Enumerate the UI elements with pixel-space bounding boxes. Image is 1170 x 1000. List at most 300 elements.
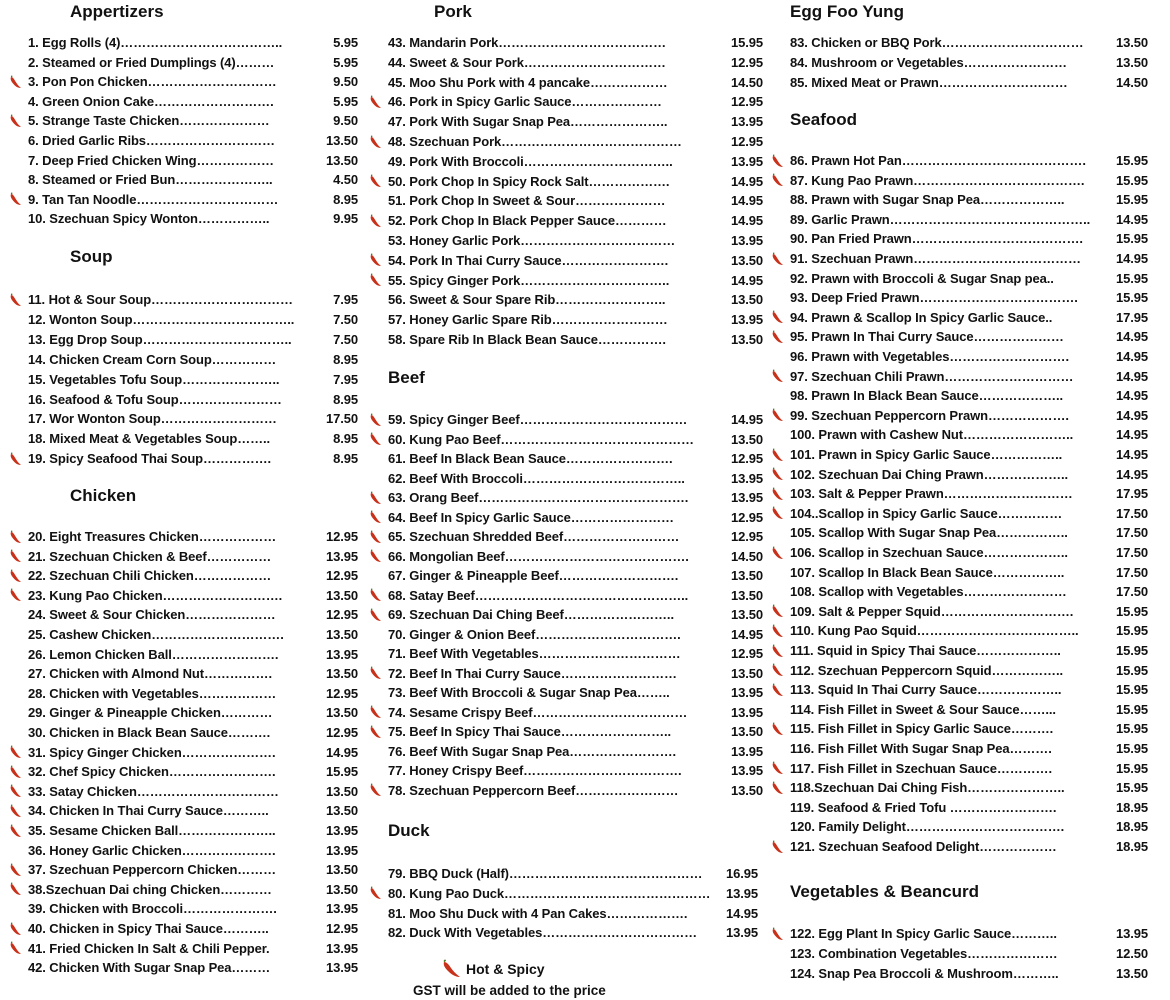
chili-pepper-icon	[770, 722, 784, 736]
menu-item-price: 13.50	[325, 862, 358, 878]
menu-item	[8, 801, 358, 820]
menu-item-name: 93. Deep Fried Prawn……………………………….	[790, 290, 1078, 306]
menu-item-price: 15.95	[1115, 643, 1148, 658]
menu-item-price: 12.95	[325, 529, 358, 544]
menu-item-name: 112. Szechuan Peppercorn Squid……………..	[790, 662, 1063, 678]
menu-item	[770, 347, 1148, 366]
menu-item	[8, 290, 358, 309]
gst-note: GST will be added to the price	[413, 983, 606, 998]
menu-item-price: 13.50	[325, 783, 358, 799]
menu-item	[770, 269, 1148, 288]
chili-pepper-icon	[8, 941, 22, 955]
menu-item	[8, 958, 358, 977]
menu-item-price: 13.50	[1115, 965, 1148, 981]
chili-pepper-icon	[770, 644, 784, 658]
menu-item	[770, 308, 1148, 327]
menu-item	[770, 406, 1148, 425]
menu-item-price: 17.50	[1115, 545, 1148, 560]
menu-item-price: 14.50	[730, 548, 763, 564]
chili-pepper-icon	[368, 510, 382, 524]
menu-item-name: 24. Sweet & Sour Chicken…………………	[28, 607, 276, 623]
menu-item-name: 61. Beef In Black Bean Sauce…………………….	[388, 451, 673, 466]
menu-item-name: 121. Szechuan Seafood Delight………………	[790, 839, 1057, 854]
menu-item-name: 123. Combination Vegetables…………………	[790, 945, 1058, 961]
menu-item-price: 17.95	[1115, 486, 1148, 502]
menu-item-price: 17.50	[1115, 505, 1148, 521]
menu-item	[8, 625, 358, 644]
menu-item-price: 13.50	[1115, 54, 1148, 70]
menu-item-price: 14.95	[730, 272, 763, 288]
menu-item-name: 6. Dried Garlic Ribs…………………………	[28, 133, 275, 148]
chili-pepper-icon	[8, 549, 22, 563]
menu-item-price: 13.50	[730, 332, 763, 347]
menu-item	[8, 449, 358, 468]
chili-pepper-icon	[8, 569, 22, 583]
menu-item-name: 8. Steamed or Fried Bun…………………..	[28, 172, 273, 188]
menu-item	[368, 566, 763, 585]
menu-item-price: 5.95	[333, 54, 358, 70]
chili-pepper-icon	[770, 310, 784, 324]
menu-item	[770, 151, 1148, 170]
menu-item-name: 16. Seafood & Tofu Soup……………………	[28, 391, 282, 407]
menu-item-name: 46. Pork in Spicy Garlic Sauce…………………	[388, 94, 662, 110]
chili-pepper-icon	[368, 253, 382, 267]
menu-item-price: 13.95	[730, 470, 763, 486]
menu-item-price: 15.95	[730, 35, 763, 50]
menu-item	[368, 112, 763, 131]
menu-item	[368, 132, 763, 151]
menu-item-name: 36. Honey Garlic Chicken………………….	[28, 842, 276, 858]
menu-item-price: 15.95	[1115, 741, 1148, 756]
menu-item	[8, 821, 358, 840]
menu-item-price: 13.50	[325, 803, 358, 819]
chili-pepper-icon	[368, 705, 382, 719]
menu-item	[8, 664, 358, 683]
menu-item-name: 55. Spicy Ginger Pork……………………………..	[388, 272, 670, 288]
menu-item-name: 95. Prawn In Thai Curry Sauce…………………	[790, 329, 1064, 345]
chili-pepper-icon	[368, 413, 382, 427]
menu-item	[8, 310, 358, 329]
chili-pepper-icon	[770, 683, 784, 697]
menu-item-name: 94. Prawn & Scallop In Spicy Garlic Sauce..	[790, 309, 1053, 325]
menu-item-price: 13.95	[325, 842, 358, 858]
menu-item-price: 14.95	[730, 213, 763, 229]
menu-item-name: 91. Szechuan Prawn…………………………………	[790, 251, 1081, 266]
menu-item-price: 8.95	[333, 191, 358, 207]
menu-item-name: 111. Squid in Spicy Thai Sauce………………..	[790, 643, 1061, 658]
menu-item	[770, 210, 1148, 229]
menu-item	[368, 884, 758, 903]
menu-item-name: 85. Mixed Meat or Prawn…………………………	[790, 74, 1068, 90]
menu-item-name: 25. Cashew Chicken………………………….	[28, 627, 284, 642]
chili-pepper-icon	[368, 273, 382, 287]
menu-item-name: 60. Kung Pao Beef………………………………………	[388, 431, 694, 447]
menu-item-name: 10. Szechuan Spicy Wonton……………..	[28, 211, 270, 227]
chili-pepper-icon	[368, 214, 382, 228]
menu-item-name: 101. Prawn in Spicy Garlic Sauce……………..	[790, 447, 1063, 462]
menu-item-name: 108. Scallop with Vegetables……………………	[790, 584, 1067, 600]
menu-item-name: 110. Kung Pao Squid………………………………..	[790, 623, 1079, 639]
menu-item-price: 13.50	[325, 627, 358, 642]
section-title-appetizers: Appertizers	[70, 2, 164, 21]
menu-item-price: 12.95	[730, 94, 763, 110]
menu-item-price: 14.50	[730, 74, 763, 90]
menu-item-price: 9.95	[333, 211, 358, 227]
menu-item-price: 14.95	[730, 412, 763, 427]
chili-pepper-icon	[368, 725, 382, 739]
chili-pepper-icon	[368, 491, 382, 505]
menu-item-name: 14. Chicken Cream Corn Soup……………	[28, 351, 277, 367]
menu-item-price: 13.95	[325, 823, 358, 838]
chili-pepper-icon	[770, 781, 784, 795]
menu-item-name: 49. Pork With Broccoli……………………………..	[388, 153, 673, 169]
menu-item	[770, 759, 1148, 778]
chili-pepper-icon	[770, 546, 784, 560]
menu-item	[770, 680, 1148, 699]
menu-item-price: 12.95	[325, 607, 358, 623]
chili-pepper-icon	[770, 369, 784, 383]
menu-item	[8, 880, 358, 899]
menu-item-name: 50. Pork Chop In Spicy Rock Salt……………….	[388, 173, 670, 189]
menu-item	[368, 923, 758, 942]
menu-item-name: 5. Strange Taste Chicken…………………	[28, 113, 270, 129]
menu-item-price: 15.95	[1115, 780, 1148, 796]
menu-item	[770, 465, 1148, 484]
menu-item-name: 51. Pork Chop In Sweet & Sour…………………	[388, 193, 666, 209]
menu-item	[770, 621, 1148, 640]
menu-item	[8, 350, 358, 369]
menu-item-price: 13.50	[730, 665, 763, 681]
menu-item-name: 21. Szechuan Chicken & Beef……………	[28, 548, 272, 564]
menu-item-name: 83. Chicken or BBQ Pork……………………………	[790, 35, 1084, 50]
menu-item-name: 74. Sesame Crispy Beef………………………………	[388, 704, 688, 720]
chili-pepper-icon	[8, 863, 22, 877]
chili-pepper-icon	[368, 886, 382, 900]
menu-item-price: 12.95	[730, 134, 763, 149]
menu-item-name: 13. Egg Drop Soup……………………………..	[28, 331, 292, 347]
menu-item-name: 92. Prawn with Broccoli & Sugar Snap pea..	[790, 270, 1054, 286]
legend	[440, 959, 545, 979]
menu-item-price: 14.95	[1115, 427, 1148, 443]
menu-item	[770, 661, 1148, 680]
section-title-soup: Soup	[70, 247, 113, 266]
menu-item-price: 17.50	[1115, 525, 1148, 541]
menu-item	[8, 566, 358, 585]
menu-item-price: 16.95	[725, 866, 758, 881]
menu-item	[8, 370, 358, 389]
menu-item-price: 13.50	[730, 431, 763, 447]
menu-item	[770, 798, 1148, 817]
menu-item-price: 7.50	[333, 331, 358, 347]
section-title-beef: Beef	[388, 368, 425, 387]
menu-item-price: 13.50	[730, 252, 763, 268]
menu-item-price: 18.95	[1115, 819, 1148, 835]
menu-item-price: 13.95	[325, 960, 358, 976]
menu-item-price: 13.95	[325, 548, 358, 564]
menu-item	[368, 488, 763, 507]
menu-item	[368, 527, 763, 546]
chili-pepper-icon	[8, 804, 22, 818]
menu-item	[770, 837, 1148, 856]
menu-item-name: 81. Moo Shu Duck with 4 Pan Cakes……………….	[388, 905, 688, 921]
menu-item	[368, 586, 763, 605]
menu-item-price: 9.50	[333, 113, 358, 129]
menu-item-price: 8.95	[333, 351, 358, 367]
menu-item-name: 11. Hot & Sour Soup……………………………	[28, 292, 293, 307]
menu-item-price: 15.95	[1115, 623, 1148, 639]
menu-item	[8, 860, 358, 879]
menu-item-name: 2. Steamed or Fried Dumplings (4)………	[28, 54, 275, 70]
menu-item	[368, 742, 763, 761]
menu-item	[770, 288, 1148, 307]
chili-pepper-icon	[8, 192, 22, 206]
menu-item	[8, 409, 358, 428]
menu-item	[368, 152, 763, 171]
chili-pepper-icon	[770, 408, 784, 422]
menu-item	[368, 605, 763, 624]
chili-pepper-icon	[368, 432, 382, 446]
menu-item-name: 45. Moo Shu Pork with 4 pancake………………	[388, 74, 668, 90]
menu-item-name: 20. Eight Treasures Chicken………………	[28, 529, 277, 544]
chili-pepper-icon	[770, 252, 784, 266]
menu-item-price: 13.95	[725, 885, 758, 901]
menu-item-name: 62. Beef With Broccoli………………………………..	[388, 470, 685, 486]
menu-item-price: 13.95	[730, 114, 763, 130]
menu-item	[8, 131, 358, 150]
menu-item	[8, 743, 358, 762]
menu-item	[368, 172, 763, 191]
menu-item-name: 124. Snap Pea Broccoli & Mushroom………..	[790, 965, 1059, 981]
menu-item-price: 12.95	[730, 646, 763, 661]
menu-item-price: 17.95	[1115, 309, 1148, 325]
menu-item-name: 30. Chicken in Black Bean Sauce……….	[28, 725, 271, 740]
menu-item-price: 14.95	[1115, 447, 1148, 462]
menu-item-name: 73. Beef With Broccoli & Sugar Snap Pea……..	[388, 685, 670, 700]
chili-pepper-icon	[8, 293, 22, 307]
menu-item-name: 100. Prawn with Cashew Nut……………………..	[790, 427, 1074, 443]
menu-item-name: 67. Ginger & Pineapple Beef……………………….	[388, 568, 679, 583]
menu-item	[8, 330, 358, 349]
chili-pepper-icon	[770, 624, 784, 638]
chili-pepper-icon	[770, 173, 784, 187]
menu-item	[368, 664, 763, 683]
menu-item	[770, 327, 1148, 346]
menu-item-name: 69. Szechuan Dai Ching Beef……………………..	[388, 607, 674, 622]
menu-item-price: 13.50	[730, 724, 763, 739]
chili-pepper-icon	[8, 588, 22, 602]
menu-item-price: 14.95	[1115, 211, 1148, 227]
menu-item	[770, 582, 1148, 601]
menu-item	[770, 33, 1148, 52]
chili-pepper-icon	[8, 452, 22, 466]
chili-pepper-icon	[368, 549, 382, 563]
menu-item	[770, 249, 1148, 268]
menu-item-name: 87. Kung Pao Prawn………………………………….	[790, 172, 1085, 188]
menu-item-name: 33. Satay Chicken……………………………	[28, 783, 279, 799]
menu-item-price: 13.50	[730, 568, 763, 583]
chili-pepper-icon	[770, 761, 784, 775]
menu-item	[8, 190, 358, 209]
menu-item-price: 7.95	[333, 292, 358, 307]
menu-item-price: 13.50	[730, 587, 763, 603]
menu-item	[368, 683, 763, 702]
chili-pepper-icon	[8, 75, 22, 89]
menu-item-price: 15.95	[1115, 290, 1148, 306]
menu-item	[770, 504, 1148, 523]
menu-item	[368, 410, 763, 429]
menu-item-price: 15.95	[1115, 231, 1148, 247]
menu-item	[8, 645, 358, 664]
menu-item	[770, 641, 1148, 660]
menu-item-price: 14.95	[1115, 466, 1148, 482]
menu-item	[770, 190, 1148, 209]
menu-item	[368, 864, 758, 883]
chili-pepper-icon	[770, 467, 784, 481]
menu-item-price: 8.95	[333, 451, 358, 467]
menu-item	[770, 484, 1148, 503]
chili-pepper-icon	[368, 608, 382, 622]
menu-item-price: 17.50	[325, 411, 358, 427]
section-title-chicken: Chicken	[70, 486, 137, 505]
menu-item-name: 103. Salt & Pepper Prawn…………………………	[790, 486, 1073, 502]
menu-item-name: 76. Beef With Sugar Snap Pea…………………….	[388, 743, 677, 759]
menu-item-name: 107. Scallop In Black Bean Sauce……………..	[790, 564, 1065, 580]
menu-item-name: 39. Chicken with Broccoli………………….	[28, 901, 277, 917]
menu-item-name: 120. Family Delight……………………………….	[790, 819, 1065, 835]
menu-item	[368, 761, 763, 780]
menu-item-price: 14.95	[1115, 388, 1148, 404]
menu-item-price: 15.95	[1115, 153, 1148, 168]
section-title-duck: Duck	[388, 821, 430, 840]
menu-item-name: 22. Szechuan Chili Chicken………………	[28, 568, 272, 584]
menu-item	[368, 271, 763, 290]
menu-item-name: 89. Garlic Prawn………………………………………..	[790, 211, 1091, 227]
section-title-eggfooyung: Egg Foo Yung	[790, 2, 904, 21]
chili-pepper-icon	[770, 604, 784, 618]
chili-pepper-icon	[368, 135, 382, 149]
menu-item-name: 113. Squid In Thai Curry Sauce………………..	[790, 682, 1062, 698]
menu-item-name: 64. Beef In Spicy Garlic Sauce……………………	[388, 509, 674, 525]
menu-item-name: 70. Ginger & Onion Beef…………………………….	[388, 626, 681, 642]
menu-item-name: 31. Spicy Ginger Chicken………………….	[28, 744, 276, 760]
menu-item-price: 13.95	[730, 490, 763, 505]
menu-item-name: 3. Pon Pon Chicken…………………………	[28, 74, 277, 90]
menu-item-name: 1. Egg Rolls (4)………………………………..	[28, 35, 283, 50]
menu-item	[8, 170, 358, 189]
menu-item	[770, 367, 1148, 386]
menu-item-price: 14.95	[730, 193, 763, 209]
menu-item	[8, 939, 358, 958]
menu-item-price: 14.95	[325, 744, 358, 760]
menu-item-price: 13.50	[325, 705, 358, 721]
menu-item-name: 78. Szechuan Peppercorn Beef……………………	[388, 782, 679, 798]
menu-item-name: 38.Szechuan Dai ching Chicken…………	[28, 881, 272, 897]
menu-item-price: 15.95	[1115, 721, 1148, 737]
menu-item-price: 13.95	[730, 312, 763, 328]
menu-item-name: 23. Kung Pao Chicken……………………….	[28, 587, 283, 603]
menu-item-price: 18.95	[1115, 839, 1148, 854]
menu-item	[770, 602, 1148, 621]
menu-item-name: 57. Honey Garlic Spare Rib………………………	[388, 312, 668, 328]
menu-item-price: 13.50	[730, 782, 763, 798]
menu-item-price: 5.95	[333, 93, 358, 109]
menu-item	[770, 563, 1148, 582]
menu-item-price: 14.95	[1115, 407, 1148, 423]
menu-item-price: 7.95	[333, 371, 358, 387]
menu-item	[368, 904, 758, 923]
menu-item-name: 41. Fried Chicken In Salt & Chili Pepper.	[28, 940, 270, 956]
menu-item	[368, 625, 763, 644]
menu-item-name: 48. Szechuan Pork……………………………………	[388, 134, 682, 149]
menu-item-price: 13.50	[730, 292, 763, 308]
menu-item	[770, 817, 1148, 836]
menu-item	[770, 53, 1148, 72]
menu-item-name: 86. Prawn Hot Pan…………………………………….	[790, 153, 1086, 168]
menu-item	[368, 251, 763, 270]
menu-item-price: 13.50	[730, 607, 763, 622]
menu-item	[770, 425, 1148, 444]
menu-item-price: 15.95	[1115, 760, 1148, 776]
menu-item-name: 122. Egg Plant In Spicy Garlic Sauce………..	[790, 926, 1057, 941]
menu-item-price: 13.95	[730, 153, 763, 169]
menu-item-name: 88. Prawn with Sugar Snap Pea………………..	[790, 192, 1065, 208]
menu-item-name: 40. Chicken in Spicy Thai Sauce………..	[28, 921, 269, 936]
menu-item-name: 29. Ginger & Pineapple Chicken…………	[28, 705, 273, 721]
menu-item	[368, 449, 763, 468]
menu-item-price: 15.95	[1115, 701, 1148, 717]
menu-item	[770, 171, 1148, 190]
section-title-vegetables: Vegetables & Beancurd	[790, 882, 979, 901]
chili-pepper-icon	[770, 330, 784, 344]
chili-pepper-icon	[8, 765, 22, 779]
menu-item-price: 12.95	[730, 509, 763, 525]
menu-item-price: 12.95	[325, 725, 358, 740]
menu-item-name: 106. Scallop in Szechuan Sauce………………..	[790, 545, 1068, 560]
menu-item-name: 28. Chicken with Vegetables………………	[28, 685, 277, 701]
menu-item-price: 14.95	[1115, 349, 1148, 364]
chili-pepper-icon	[770, 154, 784, 168]
menu-item-price: 12.95	[730, 529, 763, 544]
menu-item	[8, 547, 358, 566]
menu-item	[8, 684, 358, 703]
menu-item-name: 105. Scallop With Sugar Snap Pea……………..	[790, 525, 1068, 541]
menu-item-name: 90. Pan Fried Prawn………………………………….	[790, 231, 1083, 247]
menu-item-name: 35. Sesame Chicken Ball…………………..	[28, 823, 276, 838]
menu-item	[368, 310, 763, 329]
chili-pepper-icon	[368, 95, 382, 109]
chili-pepper-icon	[8, 922, 22, 936]
chili-pepper-icon	[8, 745, 22, 759]
menu-item-name: 56. Sweet & Sour Spare Rib……………………..	[388, 292, 666, 308]
menu-item	[770, 523, 1148, 542]
menu-item-name: 116. Fish Fillet With Sugar Snap Pea……….	[790, 741, 1052, 756]
menu-item-name: 52. Pork Chop In Black Pepper Sauce…………	[388, 213, 667, 229]
menu-item-price: 15.95	[1115, 682, 1148, 698]
menu-item-name: 7. Deep Fried Chicken Wing………………	[28, 152, 274, 168]
menu-item	[8, 586, 358, 605]
menu-item-price: 14.95	[725, 905, 758, 921]
menu-item-price: 17.50	[1115, 564, 1148, 580]
menu-item-price: 13.95	[730, 743, 763, 759]
menu-item	[368, 703, 763, 722]
menu-item-price: 13.50	[325, 587, 358, 603]
menu-item	[368, 644, 763, 663]
menu-item-price: 12.95	[325, 568, 358, 584]
chili-pepper-icon	[8, 824, 22, 838]
menu-item-name: 59. Spicy Ginger Beef…………………………………	[388, 412, 688, 427]
menu-item-name: 54. Pork In Thai Curry Sauce…………………….	[388, 252, 669, 268]
menu-item	[8, 899, 358, 918]
